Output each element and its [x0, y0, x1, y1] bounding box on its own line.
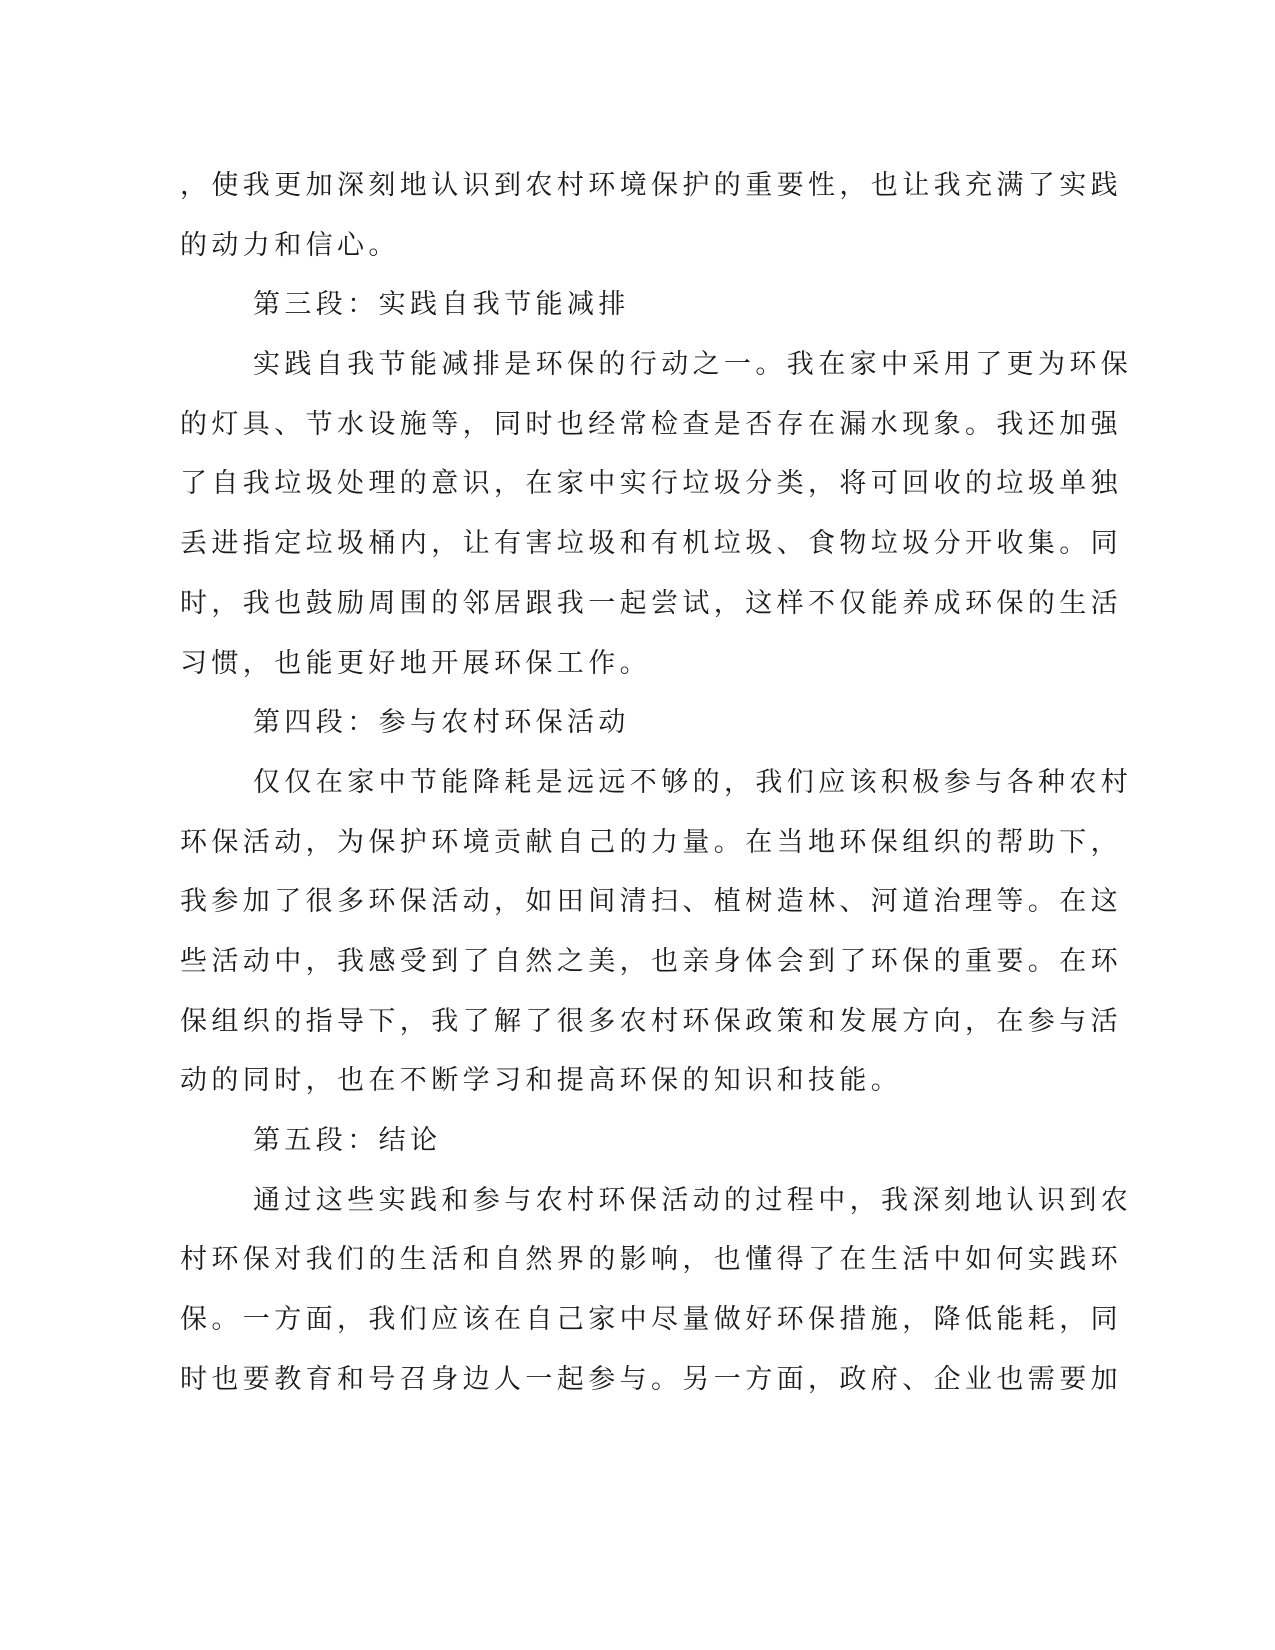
paragraph-line: 动的同时，也在不断学习和提高环保的知识和技能。 [180, 1065, 903, 1097]
paragraph-line: 的灯具、节水设施等，同时也经常检查是否存在漏水现象。我还加强 [180, 408, 1122, 440]
paragraph-line: 村环保对我们的生活和自然界的影响，也懂得了在生活中如何实践环 [180, 1244, 1122, 1276]
paragraph-line: 丢进指定垃圾桶内，让有害垃圾和有机垃圾、食物垃圾分开收集。同 [180, 528, 1122, 560]
paragraph-line: 保组织的指导下，我了解了很多农村环保政策和发展方向，在参与活 [180, 1005, 1122, 1037]
paragraph-line: 环保活动，为保护环境贡献自己的力量。在当地环保组织的帮助下， [180, 826, 1122, 858]
paragraph-line: 习惯，也能更好地开展环保工作。 [180, 647, 651, 679]
paragraph-line: 保。一方面，我们应该在自己家中尽量做好环保措施，降低能耗，同 [180, 1304, 1122, 1336]
paragraph-first-line: 第三段：实践自我节能减排 [253, 289, 630, 321]
paragraph-line: 的动力和信心。 [180, 229, 400, 261]
paragraph-line: ，使我更加深刻地认识到农村环境保护的重要性，也让我充满了实践 [180, 170, 1122, 201]
paragraph-line: 了自我垃圾处理的意识，在家中实行垃圾分类，将可回收的垃圾单独 [180, 468, 1122, 500]
paragraph-first-line: 仅仅在家中节能降耗是远远不够的，我们应该积极参与各种农村 [253, 766, 1133, 798]
paragraph-line: 时也要教育和号召身边人一起参与。另一方面，政府、企业也需要加 [180, 1363, 1122, 1395]
paragraph-first-line: 第五段：结论 [253, 1125, 442, 1156]
paragraph-first-line: 第四段：参与农村环保活动 [253, 707, 630, 739]
paragraph-first-line: 实践自我节能减排是环保的行动之一。我在家中采用了更为环保 [253, 349, 1133, 381]
paragraph-line: 时，我也鼓励周围的邻居跟我一起尝试，这样不仅能养成环保的生活 [180, 587, 1122, 619]
paragraph-line: 我参加了很多环保活动，如田间清扫、植树造林、河道治理等。在这 [180, 886, 1122, 918]
paragraph-first-line: 通过这些实践和参与农村环保活动的过程中，我深刻地认识到农 [253, 1184, 1133, 1216]
document-body [180, 156, 1133, 1409]
paragraph-line: 些活动中，我感受到了自然之美，也亲身体会到了环保的重要。在环 [180, 945, 1122, 977]
